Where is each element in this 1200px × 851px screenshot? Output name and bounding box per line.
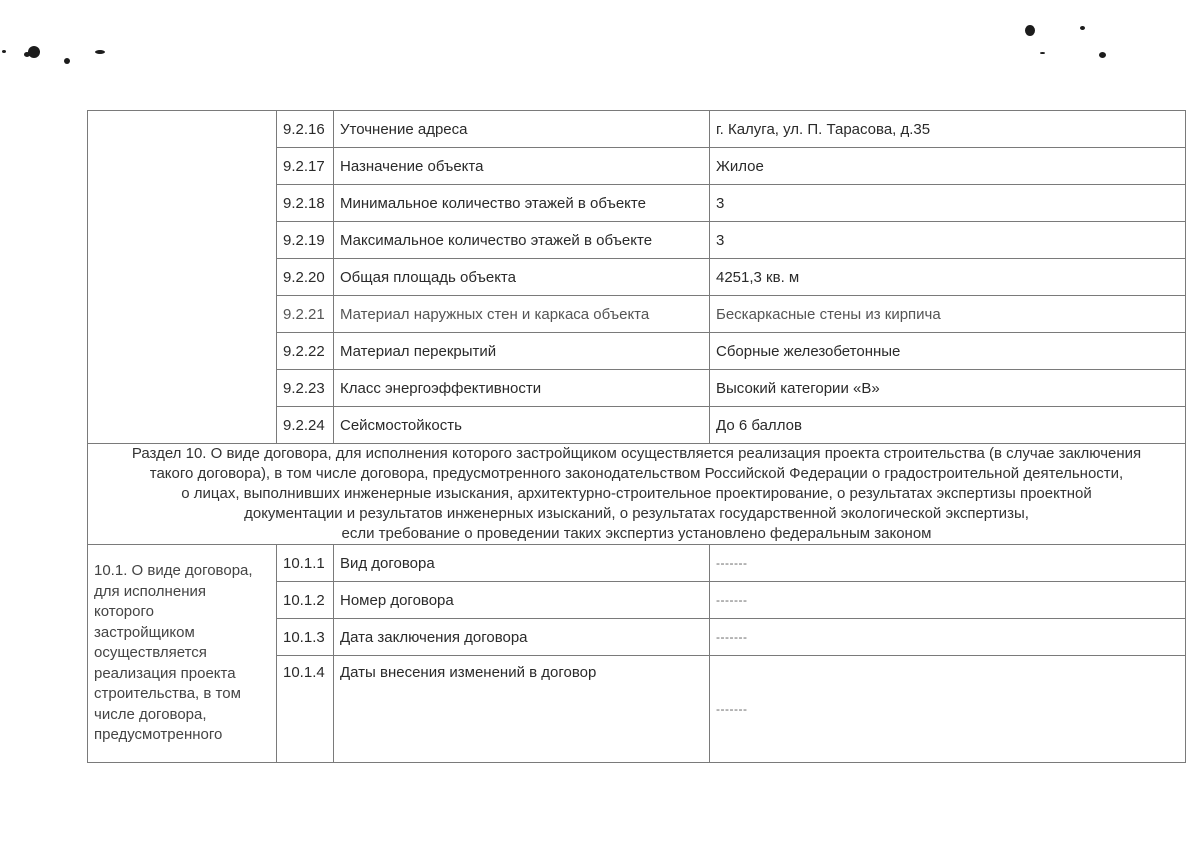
title-line: которого	[94, 603, 154, 621]
row-number: 9.2.19	[277, 222, 334, 259]
row-label: Даты внесения изменений в договор	[334, 656, 710, 763]
row-number: 10.1.1	[277, 545, 334, 582]
table-row	[88, 545, 1186, 582]
row-value: г. Калуга, ул. П. Тарасова, д.35	[710, 111, 1186, 148]
row-value: До 6 баллов	[710, 407, 1186, 444]
title-line: строительства, в том	[94, 685, 241, 703]
row-value: -------	[710, 656, 1186, 763]
row-label: Материал перекрытий	[334, 333, 710, 370]
title-line: предусмотренного	[94, 726, 223, 744]
title-line: числе договора,	[94, 705, 207, 723]
row-label: Вид договора	[334, 545, 710, 582]
scan-speck	[1080, 26, 1085, 30]
row-label: Уточнение адреса	[334, 111, 710, 148]
row-number: 9.2.20	[277, 259, 334, 296]
row-value: 4251,3 кв. м	[710, 259, 1186, 296]
row-value: -------	[710, 545, 1186, 582]
scan-speck	[64, 58, 70, 64]
heading-line: такого договора), в том числе договора, предусмотренного законодательством Российской Федерации о градостроительной деятельности,	[149, 465, 1124, 482]
scan-speck	[2, 50, 6, 53]
row-number: 9.2.17	[277, 148, 334, 185]
row-value: Высокий категории «В»	[710, 370, 1186, 407]
title-line: реализация проекта	[94, 664, 236, 682]
row-number: 9.2.21	[277, 296, 334, 333]
row-label: Общая площадь объекта	[334, 259, 710, 296]
row-label: Класс энергоэффективности	[334, 370, 710, 407]
table-row	[88, 111, 1186, 148]
row-number: 9.2.24	[277, 407, 334, 444]
row-number: 9.2.18	[277, 185, 334, 222]
row-label: Материал наружных стен и каркаса объекта	[334, 296, 710, 333]
title-line: осуществляется	[94, 644, 207, 662]
row-value: 3	[710, 185, 1186, 222]
section10-header-row	[88, 444, 1186, 545]
row-value: -------	[710, 619, 1186, 656]
row-number: 10.1.2	[277, 582, 334, 619]
row-label: Минимальное количество этажей в объекте	[334, 185, 710, 222]
heading-line: документации и результатов инженерных изысканий, о результатах государственной экологической экспертизы,	[244, 505, 1029, 522]
title-line: 10.1. О виде договора,	[94, 562, 253, 580]
row-label: Номер договора	[334, 582, 710, 619]
heading-line: о лицах, выполнивших инженерные изыскания, архитектурно-строительное проектирование, о результатах экспертизы проектной	[181, 485, 1092, 502]
project-declaration-table	[87, 110, 1186, 763]
row-number: 9.2.23	[277, 370, 334, 407]
section10-heading	[88, 444, 1186, 545]
subsection-10-1-title	[88, 545, 277, 763]
scan-speck	[24, 52, 30, 57]
section9-left-cell	[88, 111, 277, 444]
title-line: для исполнения	[94, 582, 206, 600]
scan-speck	[1025, 25, 1035, 36]
row-value: Жилое	[710, 148, 1186, 185]
heading-line: Раздел 10. О виде договора, для исполнения которого застройщиком осуществляется реализация проекта строительства (в случае заключения	[131, 445, 1142, 462]
scan-speck	[28, 46, 40, 58]
row-value: -------	[710, 582, 1186, 619]
title-line: застройщиком	[94, 623, 195, 641]
row-number: 10.1.3	[277, 619, 334, 656]
row-label: Назначение объекта	[334, 148, 710, 185]
row-value: 3	[710, 222, 1186, 259]
row-value: Бескаркасные стены из кирпича	[710, 296, 1186, 333]
row-number: 9.2.22	[277, 333, 334, 370]
row-number: 9.2.16	[277, 111, 334, 148]
row-label: Максимальное количество этажей в объекте	[334, 222, 710, 259]
scan-speck	[1099, 52, 1106, 58]
row-label: Дата заключения договора	[334, 619, 710, 656]
scan-speck	[95, 50, 105, 54]
row-number: 10.1.4	[277, 656, 334, 763]
row-label: Сейсмостойкость	[334, 407, 710, 444]
heading-line: если требование о проведении таких экспертиз установлено федеральным законом	[341, 525, 932, 542]
scan-speck	[1040, 52, 1045, 54]
row-value: Сборные железобетонные	[710, 333, 1186, 370]
